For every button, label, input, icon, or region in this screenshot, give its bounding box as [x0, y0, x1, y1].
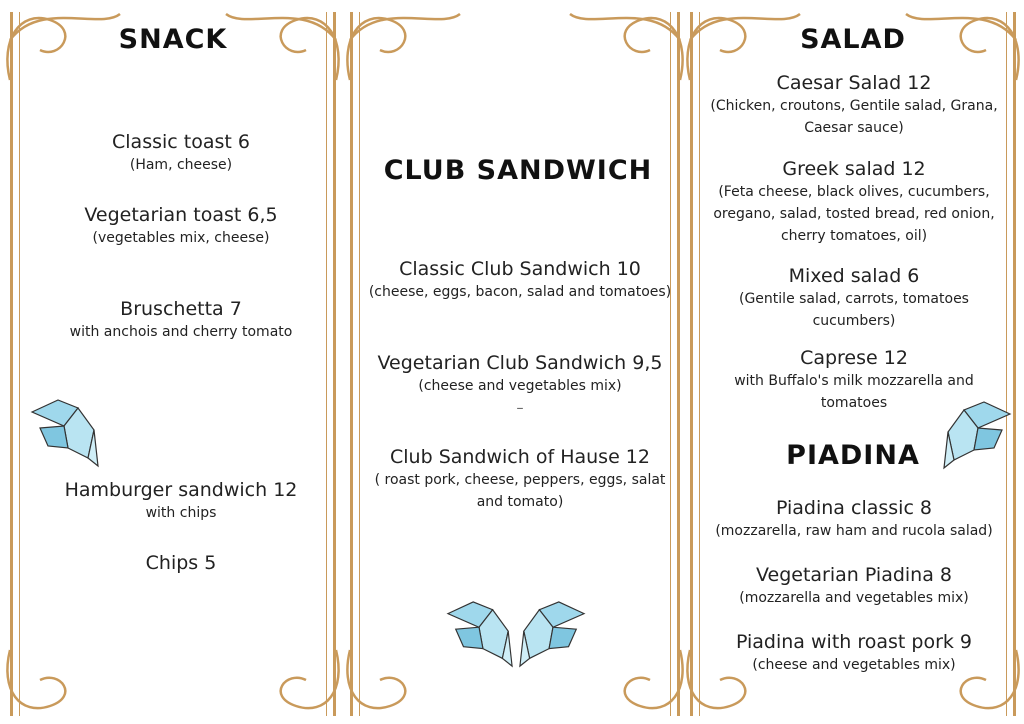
menu-item: [700, 71, 1008, 139]
item-name: Hamburger sandwich 12: [64, 479, 298, 501]
item-name: Caprese 12: [800, 347, 908, 369]
item-desc: with anchois and cherry tomato: [69, 324, 293, 340]
menu-item: [700, 630, 1008, 676]
item-name: Classic Club Sandwich 10: [399, 258, 641, 280]
item-extra: _: [517, 396, 523, 409]
item-name: Caesar Salad 12: [776, 72, 932, 94]
item-name: Bruschetta 7: [120, 298, 242, 320]
menu-item: [20, 203, 342, 249]
menu-item: [700, 496, 1008, 542]
menu-item: [700, 563, 1008, 609]
item-name: Piadina with roast pork 9: [735, 631, 973, 653]
item-name: Greek salad 12: [782, 158, 926, 180]
menu-item: [712, 346, 996, 414]
menu-item: [20, 551, 342, 575]
item-desc: (mozzarella, raw ham and rucola salad): [715, 523, 993, 539]
item-desc: with Buffalo's milk mozzarella and tomatoes: [734, 373, 974, 411]
item-name: Chips 5: [145, 552, 217, 574]
item-desc: (mozzarella and vegetables mix): [739, 590, 969, 606]
snack-panel-frame: [10, 12, 336, 716]
item-name: Vegetarian toast 6,5: [84, 204, 278, 226]
item-desc: with chips: [145, 505, 217, 521]
item-desc: (cheese and vegetables mix): [752, 657, 956, 673]
origami-bird-icon: [516, 600, 588, 670]
item-desc: (Ham, cheese): [129, 157, 233, 173]
origami-bird-icon: [28, 398, 102, 470]
salad-heading: SALAD: [800, 24, 906, 55]
menu-item: [20, 130, 342, 176]
item-desc: (cheese and vegetables mix): [418, 378, 622, 394]
item-name: Classic toast 6: [112, 131, 250, 153]
item-desc: (Feta cheese, black olives, cucumbers, oregano, salad, tosted bread, red onion, cherry tomatoes, oil): [713, 184, 995, 244]
item-desc: (vegetables mix, cheese): [92, 230, 270, 246]
menu-item: [358, 351, 682, 409]
item-name: Club Sandwich of Hause 12: [390, 446, 650, 468]
item-name: Vegetarian Club Sandwich 9,5: [377, 352, 663, 374]
piadina-heading: PIADINA: [786, 440, 920, 471]
menu-item: [358, 257, 682, 303]
menu-item: [712, 264, 996, 332]
item-desc: (cheese, eggs, bacon, salad and tomatoes): [368, 284, 672, 300]
snack-heading: SNACK: [118, 24, 228, 55]
item-name: Vegetarian Piadina 8: [756, 564, 952, 586]
menu-item: [20, 297, 342, 343]
menu-item: [362, 445, 678, 513]
menu-item: [700, 157, 1008, 247]
item-desc: (Chicken, croutons, Gentile salad, Grana, Caesar sauce): [710, 98, 998, 136]
origami-bird-icon: [444, 600, 516, 670]
item-desc: ( roast pork, cheese, peppers, eggs, salat and tomato): [374, 472, 666, 510]
club-sandwich-heading: CLUB SANDWICH: [383, 155, 653, 186]
item-name: Piadina classic 8: [775, 497, 933, 519]
item-desc: (Gentile salad, carrots, tomatoes cucumbers): [739, 291, 969, 329]
item-name: Mixed salad 6: [788, 265, 920, 287]
menu-item: [20, 478, 342, 524]
